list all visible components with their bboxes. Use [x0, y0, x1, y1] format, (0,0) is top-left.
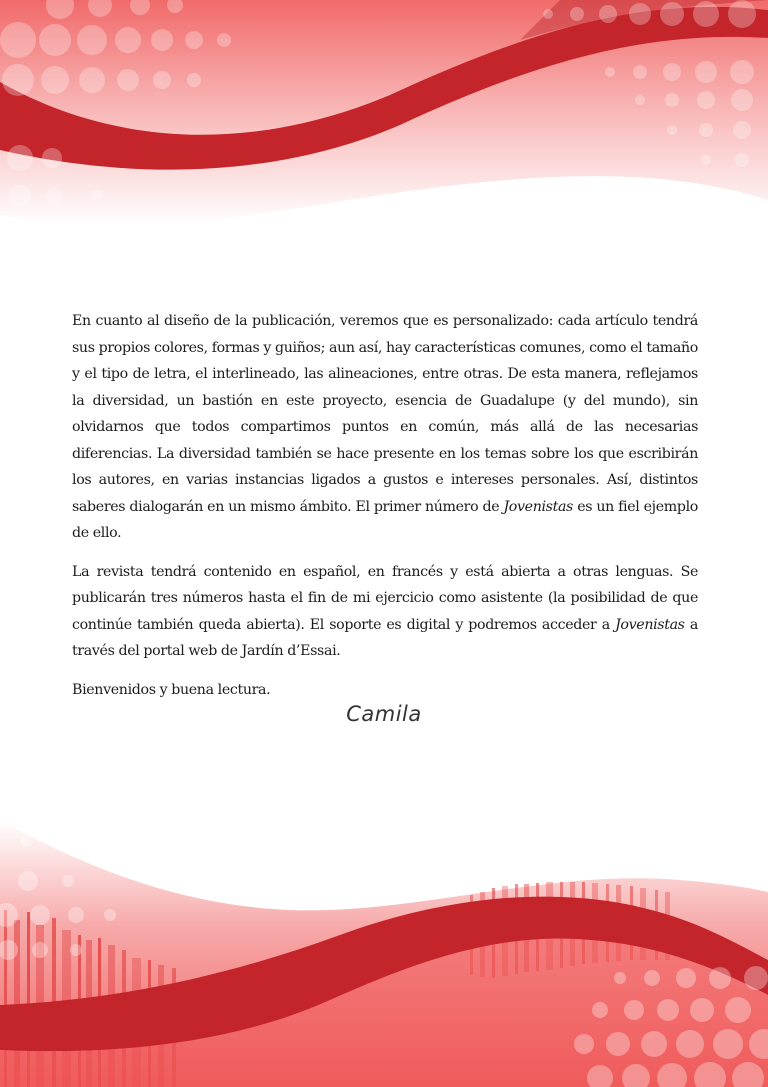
signature: Camila — [346, 702, 422, 726]
footer-wave-decoration — [0, 800, 768, 1087]
header-wave-decoration — [0, 0, 768, 300]
article-body — [72, 308, 698, 715]
paragraph-content: La revista tendrá contenido en español, en francés y está abierta a otras lenguas. Se publicarán tres números hasta el fin de mi ejercicio como asistente (la posibilidad de que continúe también queda abierta). El soporte es digital y podremos acceder a Jovenistas a través del portal web de Jardín d’Essai. — [72, 563, 698, 659]
paragraph-closing: Bienvenidos y buena lectura. — [72, 681, 271, 698]
paragraph-design: En cuanto al diseño de la publicación, veremos que es personalizado: cada artículo tendrá sus propios colores, formas y guiños; aun así, hay características comunes, como el tamaño y el tipo de letra, el interlineado, las alineaciones, entre otras. De esta manera, reflejamos la diversidad, un bastión en este proyecto, esencia de Guadalupe (y del mundo), sin olvidarnos que todos compartimos puntos en común, más allá de las necesarias diferencias. La diversidad también se hace presente en los temas sobre los que escribirán los autores, en varias instancias ligados a gustos e intereses personales. Así, distintos saberes dialogarán en un mismo ámbito. El primer número de Jovenistas es un fiel ejemplo de ello. — [72, 313, 698, 541]
magazine-name: Jovenistas — [615, 616, 685, 633]
magazine-name: Jovenistas — [503, 498, 573, 515]
